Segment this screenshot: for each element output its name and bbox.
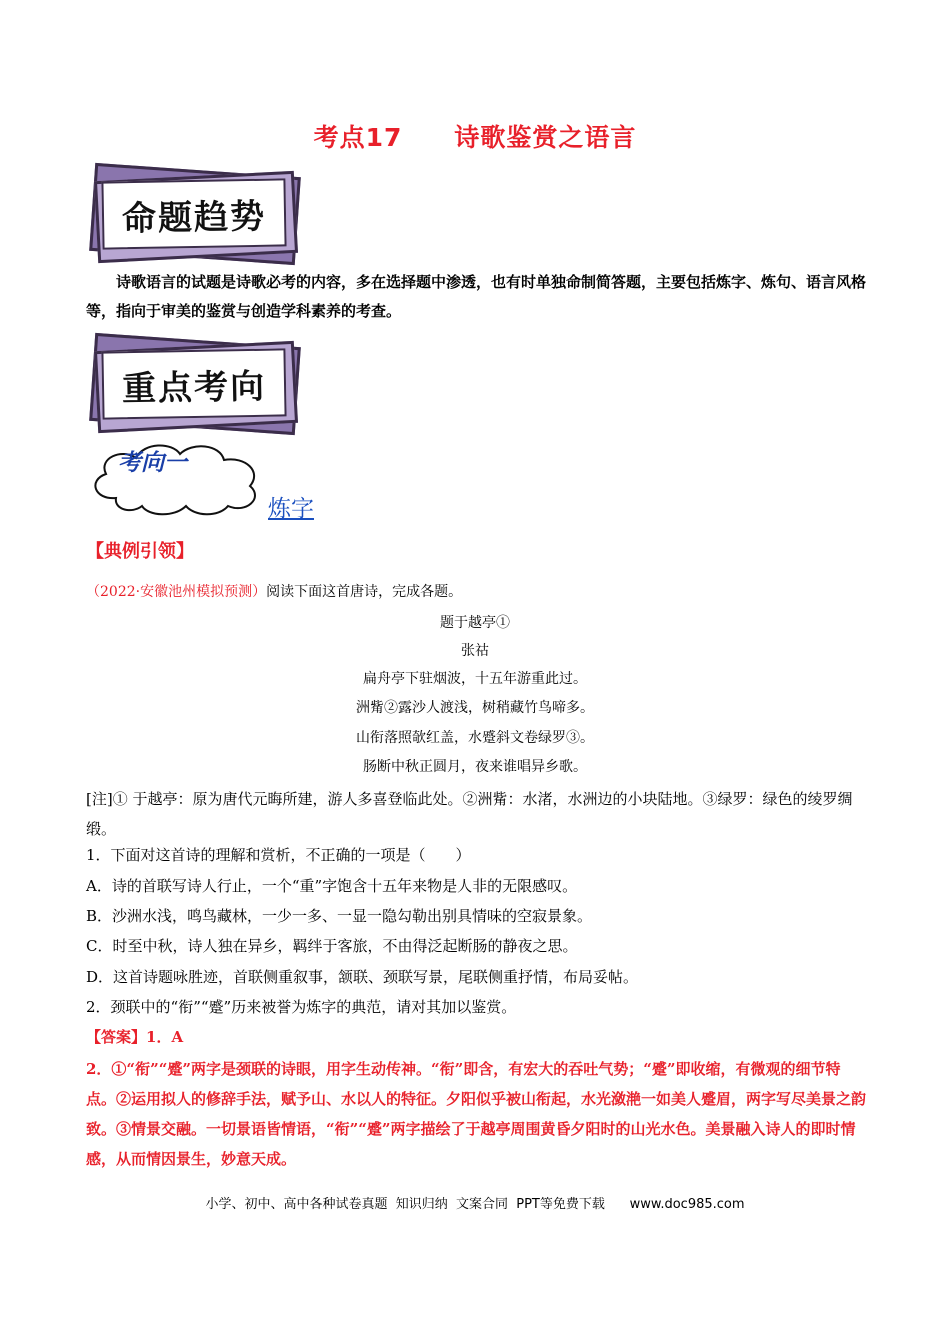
banner-trend bbox=[88, 168, 300, 264]
poem-line: 肠断中秋正圆月，夜来谁唱异乡歌。 bbox=[363, 759, 587, 775]
source-tag: （2022·安徽池州模拟预测） bbox=[86, 584, 267, 600]
direction-topic-link[interactable]: 炼字 bbox=[268, 496, 314, 522]
example-header: 【典例引领】 bbox=[86, 541, 194, 562]
poem-title: 题于越亭① bbox=[440, 615, 510, 631]
poem-line: 洲觜②露沙人渡浅，树稍藏竹鸟啼多。 bbox=[356, 700, 594, 716]
page-footer: 小学、初中、高中各种试卷真题 知识归纳 文案合同 PPT等免费下载 www.doc985.com bbox=[205, 1197, 745, 1212]
question-1: 1．下面对这首诗的理解和赏析，不正确的一项是（ ） bbox=[86, 846, 471, 864]
question-2: 2．颈联中的“衔”“蹙”历来被誉为炼字的典范，请对其加以鉴赏。 bbox=[86, 998, 517, 1016]
banner-focus bbox=[88, 338, 300, 434]
option-a: A．诗的首联写诗人行止，一个“重”字饱含十五年来物是人非的无限感叹。 bbox=[86, 877, 578, 895]
answer-line bbox=[86, 1026, 183, 1047]
answer-1: 1．A bbox=[146, 1028, 184, 1046]
banner-focus-label: 重点考向 bbox=[101, 348, 286, 419]
poem-author: 张祜 bbox=[461, 643, 489, 659]
poem-line: 山衔落照欹红盖，水蹙斜文卷绿罗③。 bbox=[356, 730, 594, 746]
page-title: 考点17 诗歌鉴赏之语言 bbox=[313, 123, 637, 152]
direction-label: 考向一 bbox=[118, 449, 187, 476]
source-instruction: 阅读下面这首唐诗，完成各题。 bbox=[266, 584, 463, 600]
poem-line: 扁舟亭下驻烟波，十五年游重此过。 bbox=[363, 671, 587, 687]
poem-note: [注]① 于越亭：原为唐代元晦所建，游人多喜登临此处。②洲觜：水渚，水洲边的小块陆地。③绿罗：绿色的绫罗绸缎。 bbox=[86, 790, 853, 838]
question-source bbox=[86, 581, 462, 601]
option-d: D．这首诗题咏胜迹，首联侧重叙事，颔联、颈联写景，尾联侧重抒情，布局妥帖。 bbox=[86, 968, 639, 986]
answer-2: 2．①“衔”“蹙”两字是颈联的诗眼，用字生动传神。“衔”即含，有宏大的吞吐气势；“蹙”即收缩，有微观的细节特点。②运用拟人的修辞手法，赋予山、水以人的特征。夕阳似乎被山衔起，水光潋滟一如美人蹙眉，两字写尽美景之韵致。③情景交融。一切景语皆情语，“衔”“蹙”两字描绘了于越亭周围黄昏夕阳时的山光水色。美景融入诗人的即时情感，从而情因景生，妙意天成。 bbox=[86, 1060, 867, 1168]
answer-label: 【答案】 bbox=[86, 1028, 147, 1046]
banner-trend-label: 命题趋势 bbox=[101, 178, 286, 249]
option-b: B．沙洲水浅，鸣鸟藏林，一少一多、一显一隐勾勒出别具情味的空寂景象。 bbox=[86, 907, 593, 925]
option-c: C．时至中秋，诗人独在异乡，羁绊于客旅，不由得泛起断肠的静夜之思。 bbox=[86, 937, 578, 955]
trend-paragraph: 诗歌语言的试题是诗歌必考的内容，多在选择题中渗透，也有时单独命制简答题，主要包括炼字、炼句、语言风格等，指向于审美的鉴赏与创造学科素养的考查。 bbox=[86, 273, 867, 320]
